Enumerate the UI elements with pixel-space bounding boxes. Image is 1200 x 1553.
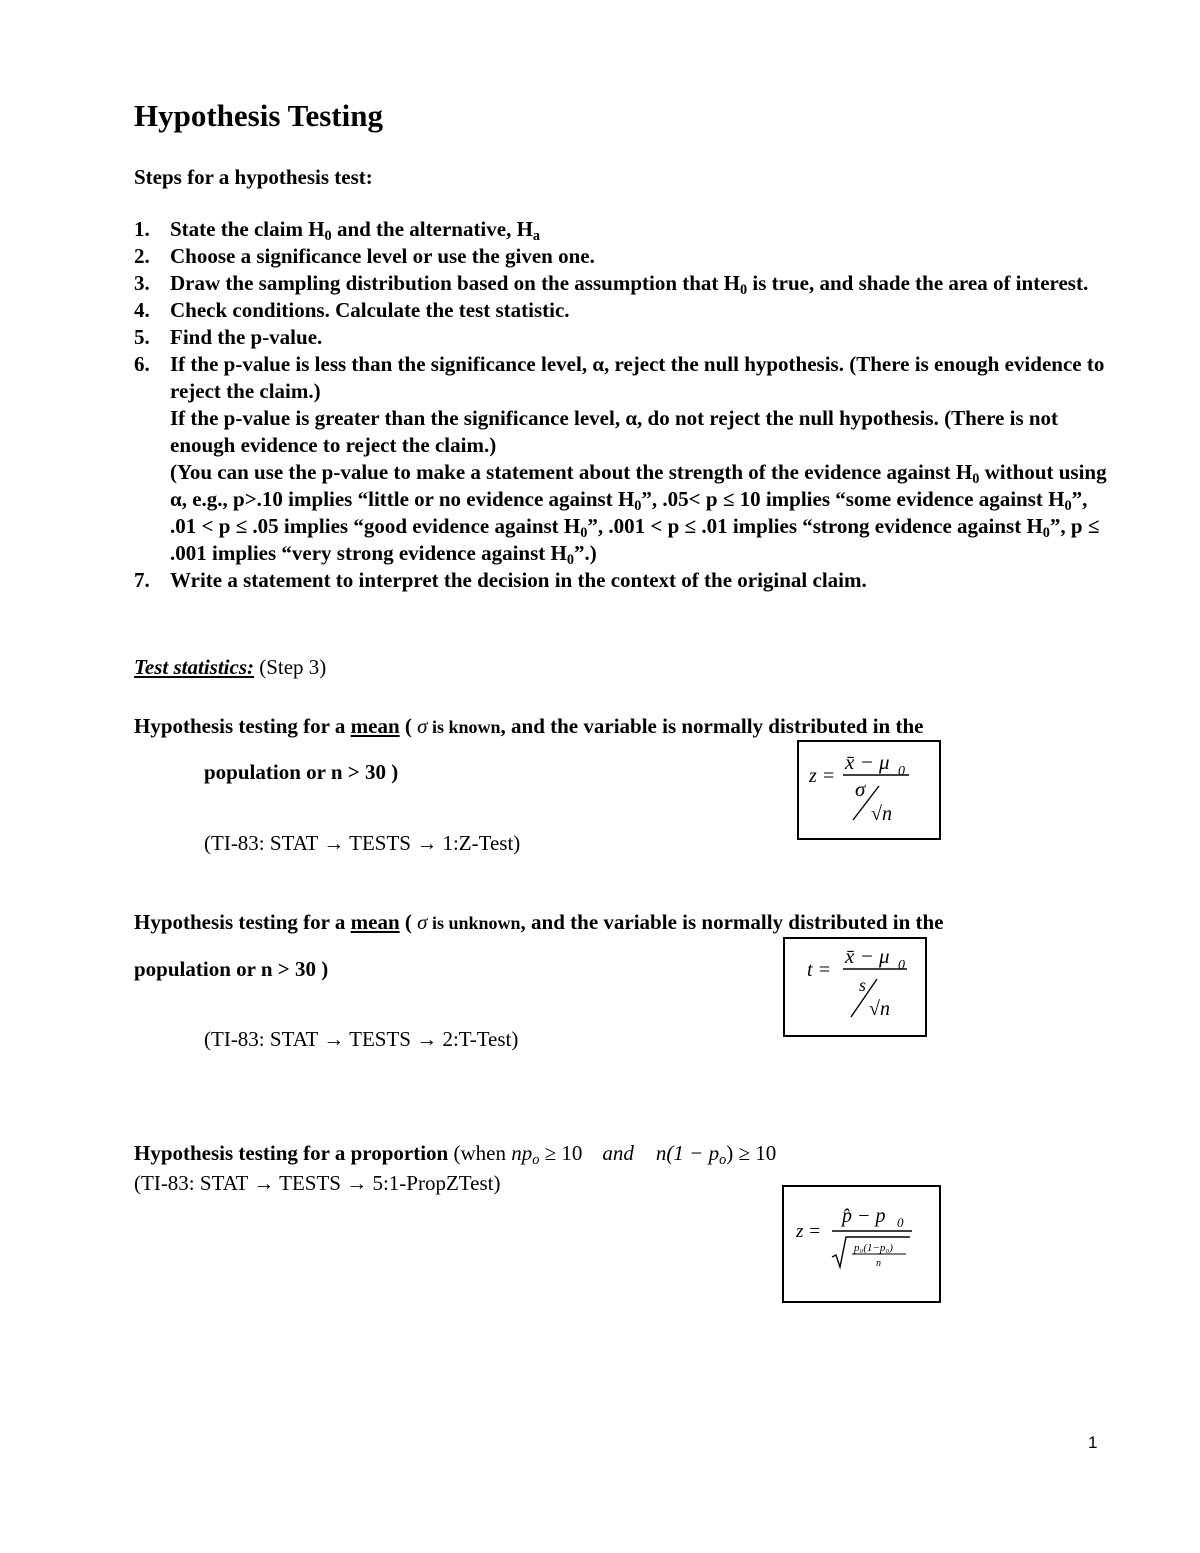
text-run: Hypothesis testing for a: [134, 714, 351, 738]
mean-known-heading: [134, 714, 923, 739]
text-run: (when: [448, 1141, 512, 1165]
mean-unknown-condition: population or n > 30 ): [134, 957, 329, 981]
step-item: [134, 567, 1109, 594]
formula-p0q0: p₀(1−p₀): [854, 1242, 893, 1254]
step-text: If the p-value is greater than the significance level, α, do not reject the null hypothesis. (There is not enough evidence to reject the claim.): [170, 406, 1059, 457]
formula-n: n: [876, 1258, 881, 1269]
step-text: is true, and shade the area of interest.: [747, 271, 1089, 295]
and-word: and: [602, 1141, 634, 1165]
subscript: 0: [1042, 524, 1050, 541]
formula-lhs: t =: [807, 959, 832, 981]
text-run: , and the variable is normally distributed in the: [520, 910, 944, 934]
formula-subscript: 0: [897, 1215, 904, 1230]
prop-test-formula-box: [782, 1185, 941, 1303]
proportion-heading: [134, 1141, 776, 1166]
text-run: ”, .05< p ≤ 10 implies “some evidence against H: [641, 487, 1065, 511]
text-run: mean: [350, 714, 400, 738]
sigma-symbol: σ: [417, 910, 428, 934]
z-test-formula: [799, 742, 939, 838]
step-number: 1.: [134, 217, 150, 241]
subscript: 0: [580, 524, 588, 541]
steps-heading: Steps for a hypothesis test:: [134, 165, 373, 189]
step-number: 5.: [134, 325, 150, 349]
step-item: [134, 216, 1109, 243]
step-text: State the claim H: [170, 217, 325, 241]
text-run: ”, p ≤ .001 implies “very strong evidence against H: [170, 514, 1100, 565]
text-run: mean: [350, 910, 400, 934]
ti83-z-test: (TI-83: STAT → TESTS → 1:Z-Test): [204, 831, 521, 855]
text-run: (: [399, 910, 418, 934]
subscript: o: [532, 1151, 540, 1168]
text-run: Hypothesis testing for a proportion: [134, 1141, 449, 1165]
formula-numerator: x̄ − μ: [845, 944, 890, 968]
section-suffix: (Step 3): [253, 655, 327, 679]
subscript: 0: [566, 551, 574, 568]
subscript: 0: [634, 497, 642, 514]
ti83-prop-z-test: (TI-83: STAT → TESTS → 5:1-PropZTest): [134, 1171, 501, 1195]
text-run: without using α, e.g., p>.10 implies “little or no evidence against H: [170, 460, 1107, 511]
page-number: 1: [1088, 1433, 1098, 1452]
subscript: 0: [740, 281, 748, 298]
ti83-t-test: (TI-83: STAT → TESTS → 2:T-Test): [204, 1027, 519, 1051]
formula-lhs: z =: [809, 765, 836, 787]
subscript: a: [532, 227, 541, 244]
step-item: [134, 243, 1109, 270]
subscript: 0: [972, 470, 980, 487]
step-item: [134, 324, 1109, 351]
t-test-formula: [785, 939, 925, 1035]
text-run: ≥ 10: [539, 1141, 583, 1165]
mean-unknown-heading: [134, 910, 944, 935]
page-title: Hypothesis Testing: [134, 98, 383, 133]
text-run: ”.): [573, 541, 597, 565]
formula-numerator: p̂ − p: [842, 1205, 886, 1227]
formula-subscript: 0: [898, 958, 905, 973]
subscript: o: [719, 1151, 727, 1168]
step-text: Draw the sampling distribution based on the assumption that H: [170, 271, 741, 295]
step-number: 2.: [134, 244, 150, 268]
steps-list: [134, 216, 1109, 594]
step-text: Write a statement to interpret the decision in the context of the original claim.: [170, 568, 867, 592]
formula-sigma: σ: [855, 777, 866, 801]
step-text: Choose a significance level or use the given one.: [170, 244, 595, 268]
text-run: Hypothesis testing for a: [134, 910, 351, 934]
text-run: is known: [427, 717, 501, 737]
mean-known-condition: population or n > 30 ): [204, 760, 399, 784]
condition-nqp: n(1 − p: [655, 1141, 720, 1165]
prop-test-formula: [784, 1187, 939, 1301]
text-run: (: [399, 714, 418, 738]
step-number: 4.: [134, 298, 150, 322]
formula-lhs: z =: [796, 1221, 821, 1242]
formula-sqrt-n: √n: [869, 998, 890, 1020]
sigma-symbol: σ: [417, 714, 428, 738]
formula-numerator: x̄ − μ: [845, 750, 890, 774]
formula-s: s: [859, 975, 867, 995]
subscript: 0: [1064, 497, 1072, 514]
text-run: ”, .01 < p ≤ .05 implies “good evidence against H: [170, 487, 1088, 538]
z-test-formula-box: [797, 740, 941, 840]
subscript: 0: [324, 227, 332, 244]
text-run: is unknown: [427, 913, 521, 933]
step-text: and the alternative, H: [331, 217, 533, 241]
step-number: 6.: [134, 352, 150, 376]
formula-subscript: 0: [898, 764, 905, 779]
t-test-formula-box: [783, 937, 927, 1037]
text-run: (You can use the p-value to make a statement about the strength of the evidence against H: [170, 460, 973, 484]
condition-np: np: [511, 1141, 533, 1165]
section-label: Test statistics:: [134, 655, 254, 679]
step-text: If the p-value is less than the significance level, α, reject the null hypothesis. (There is enough evidence to reject the claim.): [170, 352, 1105, 403]
formula-sqrt-n: √n: [871, 803, 892, 825]
step-number: 3.: [134, 271, 150, 295]
text-run: ) ≥ 10: [726, 1141, 777, 1165]
step-item: [134, 351, 1109, 567]
text-run: ”, .001 < p ≤ .01 implies “strong evidence against H: [587, 514, 1043, 538]
text-run: , and the variable is normally distributed in the: [500, 714, 924, 738]
step-text: [170, 459, 1109, 567]
step-item: [134, 297, 1109, 324]
step-text: Check conditions. Calculate the test statistic.: [170, 298, 570, 322]
step-text: Find the p-value.: [170, 325, 323, 349]
step-item: [134, 270, 1109, 297]
test-statistics-heading: [134, 655, 326, 680]
step-number: 7.: [134, 568, 150, 592]
